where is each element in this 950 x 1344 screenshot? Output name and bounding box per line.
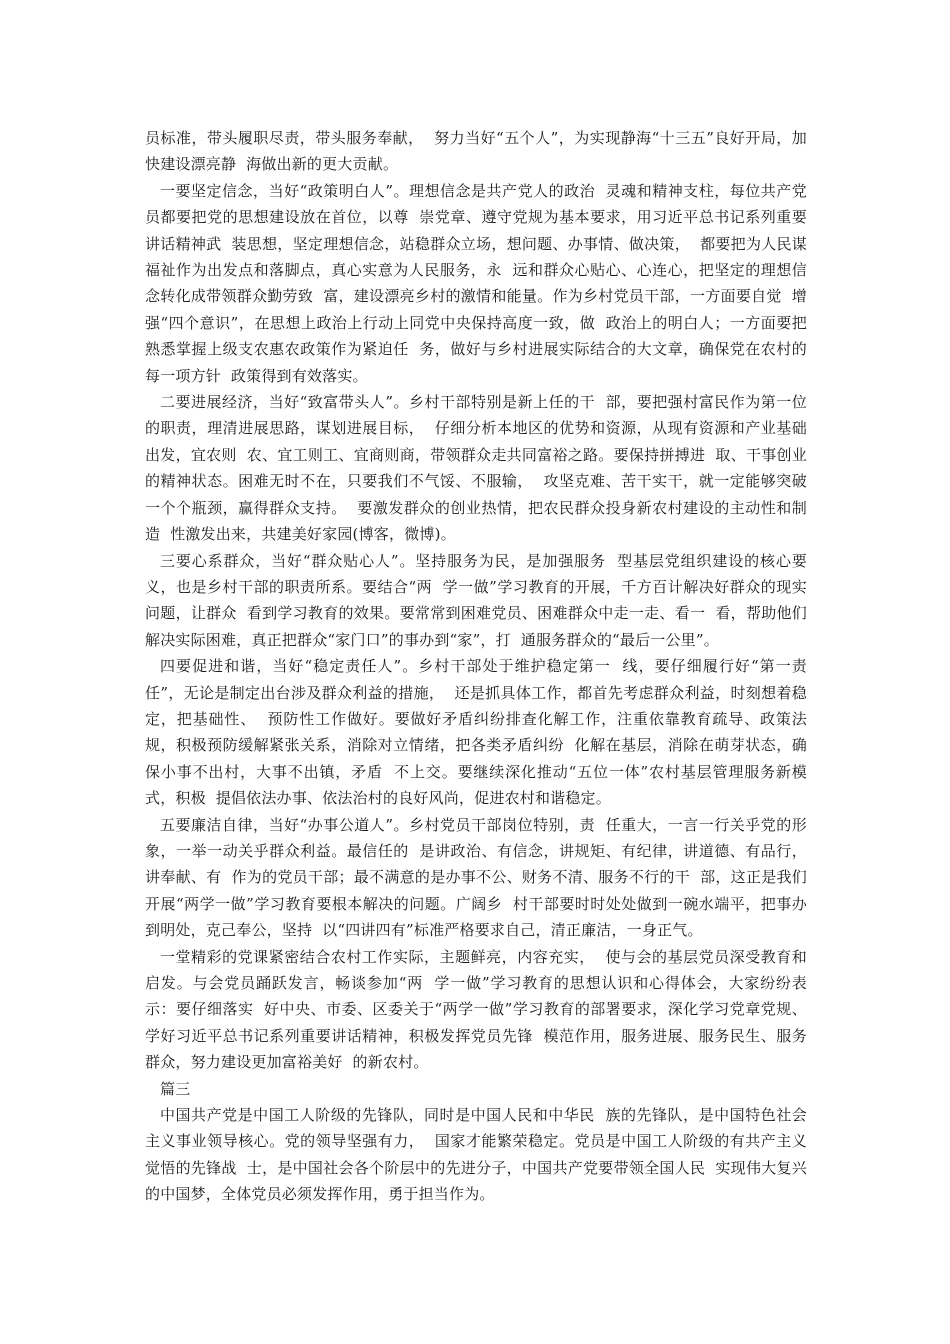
paragraph-care-for-masses: 三要心系群众，当好“群众贴心人”。坚持服务为民，是加强服务 型基层党组织建设的核心要义，也是乡村干部的职责所系。要结合“两 学一做”学习教育的开展，千方百计解决好群众的现实问题，让群众 看到学习教育的效果。要常常到困难党员、困难群众中走一走、看一 看，帮助他们解决实际困难，真正把群众“家门口”的事办到“家”，打 通服务群众的“最后一公里”。 — [145, 551, 807, 649]
paragraph-party-lesson-summary: 一堂精彩的党课紧密结合农村工作实际，主题鲜亮，内容充实， 使与会的基层党员深受教育和启发。与会党员踊跃发言，畅谈参加“两 学一做”学习教育的思想认识和心得体会，大家纷纷表示：要仔细落实 好中央、市委、区委关于“两学一做”学习教育的部署要求，深化学习党章党规、学好习近平总书记系列重要讲话精神，积极发挥党员先锋 模范作用，服务进展、服务民生、服务群众，努力建设更加富裕美好 的新农村。 — [145, 947, 807, 1072]
paragraph-continuation: 员标准，带头履职尽责，带头服务奉献， 努力当好“五个人”，为实现静海“十三五”良好开局，加快建设漂亮静 海做出新的更大贡献。 — [145, 129, 807, 174]
section-heading-part-three: 篇三 — [160, 1079, 191, 1098]
paragraph-promote-harmony: 四要促进和谐，当好“稳定责任人”。乡村干部处于维护稳定第一 线，要仔细履行好“第一责任”，无论是制定出台涉及群众利益的措施， 还是抓具体工作，都首先考虑群众利益，时刻想着稳定，把基础性、 预防性工作做好。要做好矛盾纠纷排查化解工作，注重依靠教育疏导、政策法规，积极预防缓解紧张关系，消除对立情绪，把各类矛盾纠纷 化解在基层，消除在萌芽状态，确保小事不出村，大事不出镇，矛盾 不上交。要继续深化推动“五位一体”农村基层管理服务新模式，积极 提倡依法办事、依法治村的良好风尚，促进农村和谐稳定。 — [145, 657, 807, 808]
paragraph-develop-economy: 二要进展经济，当好“致富带头人”。乡村干部特别是新上任的干 部，要把强村富民作为第一位的职责，理清进展思路，谋划进展目标， 仔细分析本地区的优势和资源，从现有资源和产业基础出发，宜农则 农、宜工则工、宜商则商，带领群众走共同富裕之路。要保持拼搏进 取、干事创业的精神状态。困难无时不在，只要我们不气馁、不服输， 攻坚克难、苦干实干，就一定能够突破一个个瓶颈，赢得群众支持。 要激发群众的创业热情，把农民群众投身新农村建设的主动性和制造 性激发出来，共建美好家园(博客，微博)。 — [145, 393, 807, 544]
paragraph-integrity: 五要廉洁自律，当好“办事公道人”。乡村党员干部岗位特别，责 任重大，一言一行关乎党的形象，一举一动关乎群众利益。最信任的 是讲政治、有信念，讲规矩、有纪律，讲道德、有品行，讲奉献、有 作为的党员干部；最不满意的是办事不公、财务不清、服务不行的干 部，这正是我们开展“两学一做”学习教育要根本解决的问题。广阔乡 村干部要时时处处做到一碗水端平，把事办到明处，克己奉公，坚持 以“四讲四有”标准严格要求自己，清正廉洁，一身正气。 — [145, 815, 807, 940]
document-page — [145, 125, 807, 1208]
paragraph-vanguard: 中国共产党是中国工人阶级的先锋队，同时是中国人民和中华民 族的先锋队，是中国特色社会主义事业领导核心。党的领导坚强有力， 国家才能繁荣稳定。党员是中国工人阶级的有共产主义觉悟的先锋战 士，是中国社会各个阶层中的先进分子，中国共产党要带领全国人民 实现伟大复兴的中国梦，全体党员必须发挥作用，勇于担当作为。 — [145, 1106, 807, 1204]
paragraph-firm-belief: 一要坚定信念，当好“政策明白人”。理想信念是共产党人的政治 灵魂和精神支柱，每位共产党员都要把党的思想建设放在首位，以尊 崇党章、遵守党规为基本要求，用习近平总书记系列重要讲话精神武 装思想，坚定理想信念，站稳群众立场，想问题、办事情、做决策， 都要把为人民谋福祉作为出发点和落脚点，真心实意为人民服务，永 远和群众心贴心、心连心，把坚定的理想信念转化成带领群众勤劳致 富，建设漂亮乡村的激情和能量。作为乡村党员干部，一方面要自觉 增强“四个意识”，在思想上政治上行动上同党中央保持高度一致，做 政治上的明白人；一方面要把熟悉掌握上级支农惠农政策作为紧迫任 务，做好与乡村进展实际结合的大文章，确保党在农村的每一项方针 政策得到有效落实。 — [145, 181, 807, 385]
